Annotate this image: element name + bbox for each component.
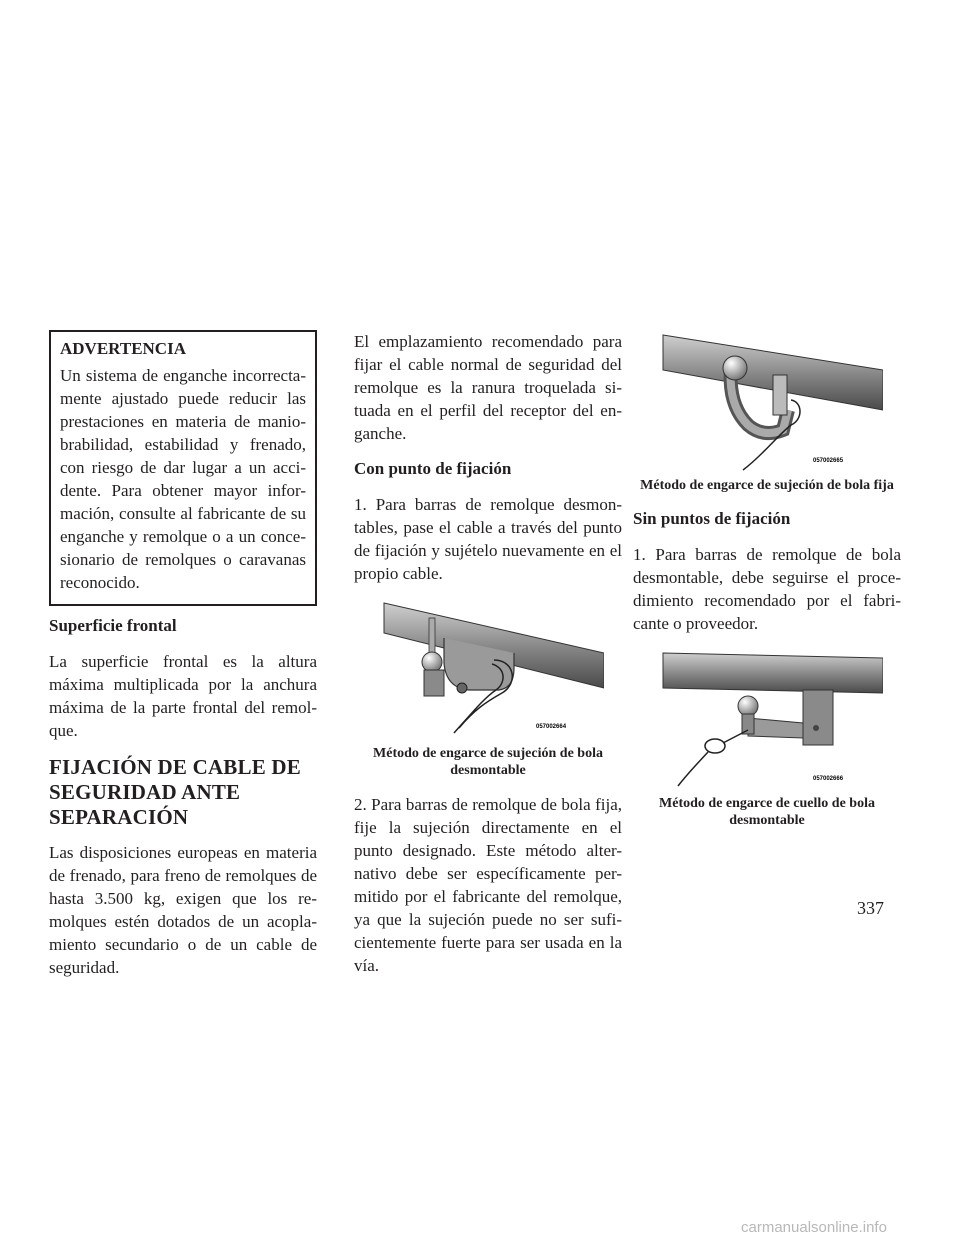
figure-3-caption: Método de engarce de cuello de bola desmontable	[659, 796, 875, 828]
section-intro: Las disposiciones europeas en materia de frenado, para freno de remolques de hasta 3.500 kg, exigen que los re-molques estén dotados de un acopla-miento secundario o de un cable de seguridad.	[49, 843, 317, 977]
column-1	[49, 330, 317, 992]
watermark: carmanualsonline.info	[741, 1219, 887, 1236]
warning-box	[49, 330, 317, 606]
section-title: FIJACIÓN DE CABLE DE SEGURIDAD ANTE SEPARACIÓN	[49, 755, 301, 829]
fixed-towbar-illustration	[653, 330, 883, 475]
warning-title: ADVERTENCIA	[60, 339, 186, 358]
figure-detachable-ball	[354, 598, 622, 779]
figure-1-code: 057002664	[536, 724, 567, 730]
col2-step1: 1. Para barras de remolque desmon-tables, pase el cable a través del punto de fijación y sujételo nuevamente en el propio cable.	[354, 495, 622, 583]
col2-step2: 2. Para barras de remolque de bola fija, fije la sujeción directamente en el punto designado. Este método alter-nativo debe ser específicamente per-mitido por el fabricante del remolque, ya que la sujeción puede no ser sufi-cientemente fuerte para ser usada en la vía.	[354, 795, 622, 975]
figure-detachable-neck	[633, 648, 901, 829]
frontal-heading: Superficie frontal	[49, 616, 177, 635]
figure-2-code: 057002665	[813, 458, 844, 464]
col2-intro: El emplazamiento recomendado para fijar el cable normal de seguridad del remolque es la ranura troquelada si-tuada en el perfil del receptor del en-ganche.	[354, 332, 622, 443]
detachable-towbar-illustration	[374, 598, 604, 743]
column-3	[633, 330, 901, 843]
detachable-neck-illustration	[653, 648, 883, 793]
figure-2-caption: Método de engarce de sujeción de bola fija	[640, 478, 894, 493]
page-number: 337	[857, 898, 884, 918]
without-point-heading: Sin puntos de fijación	[633, 509, 791, 528]
figure-1-caption: Método de engarce de sujeción de bola desmontable	[373, 746, 603, 778]
col3-step1: 1. Para barras de remolque de bola desmontable, debe seguirse el proce-dimiento recomendado por el fabri-cante o proveedor.	[633, 545, 901, 633]
column-2	[354, 330, 622, 990]
warning-text: Un sistema de enganche incorrecta-mente ajustado puede reducir las prestaciones en materia de manio-brabilidad, estabilidad y frenado, con riesgo de dar lugar a un acci-dente. Para obtener mayor infor-mación, consulte al fabricante de su enganche y remolque o a un conce-sionario de remolques o caravanas reconocido.	[60, 366, 306, 592]
with-point-heading: Con punto de fijación	[354, 459, 512, 478]
figure-fixed-ball	[633, 330, 901, 494]
frontal-text: La superficie frontal es la altura máxima multiplicada por la anchura máxima de la parte frontal del remol-que.	[49, 652, 317, 740]
figure-3-code: 057002666	[813, 776, 844, 782]
